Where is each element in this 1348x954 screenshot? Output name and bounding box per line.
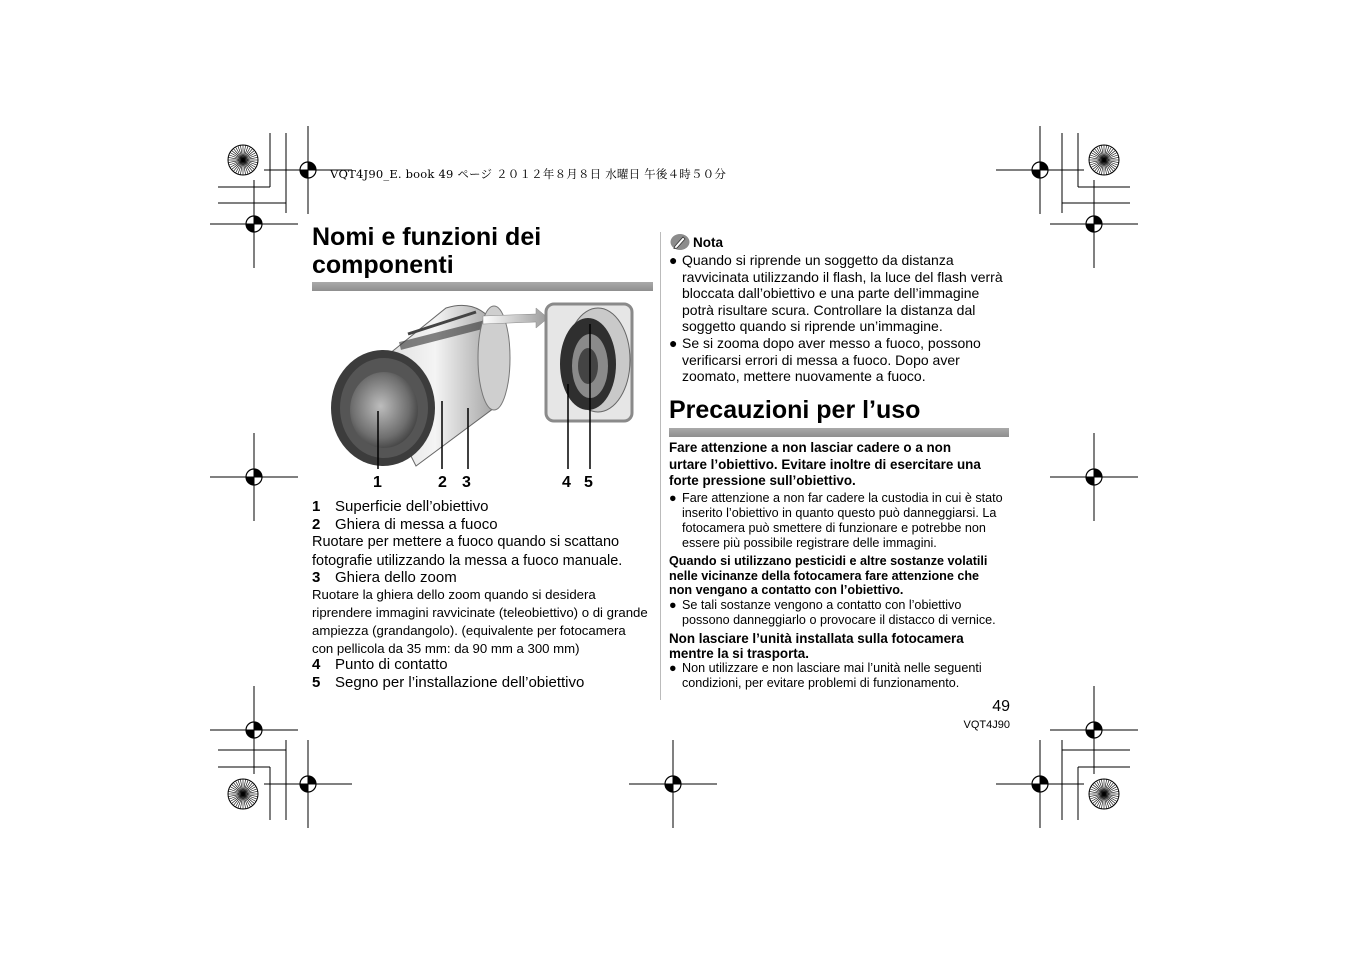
crosshair-icon [210, 433, 298, 521]
item-label: Punto di contatto [335, 656, 448, 673]
callout-4: 4 [562, 474, 571, 491]
bullet-dot: ● [669, 335, 678, 351]
bullet-text: Quando si riprende un soggetto da distanza ravvicinata utilizzando il flash, la luce del flash verrà bloccata dall’obiettivo e una parte dell’immagine potrà risultare scura. Controllare la distanza dal soggetto quando si riprende un’immagine. [682, 252, 1003, 334]
note-bullet-1 [669, 252, 1014, 335]
item-3-description [312, 586, 648, 658]
bullet-dot: ● [669, 598, 677, 612]
item-label: Ghiera dello zoom [335, 569, 457, 586]
crosshair-icon [1050, 433, 1138, 521]
section-title-precautions: Precauzioni per l’uso [669, 396, 921, 424]
precaution-bullet-1 [669, 491, 1014, 551]
desc-line: fotografie utilizzando la messa a fuoco manuale. [312, 552, 623, 569]
bullet-text: Fare attenzione a non far cadere la custodia in cui è stato inserito l’obiettivo in quanto questo può danneggiarsi. La fotocamera può smettere di funzionare e potrebbe non essere più possibile registrare delle immagini. [682, 491, 1003, 550]
precaution-heading-1: Fare attenzione a non lasciar cadere o a non urtare l’obiettivo. Evitare inoltre di esercitare una forte pressione sull’obiettivo. [669, 440, 981, 488]
crosshair-icon [996, 126, 1084, 214]
item-label: Ghiera di messa a fuoco [335, 516, 498, 533]
desc-line: Ruotare la ghiera dello zoom quando si desidera [312, 587, 596, 602]
page-number: 49 [992, 698, 1010, 715]
component-item-2 [312, 516, 498, 533]
desc-line: ampiezza (grandangolo). (equivalente per fotocamera [312, 623, 626, 638]
component-item-4 [312, 656, 448, 673]
starburst-icon [1089, 145, 1119, 175]
title-line-2: componenti [312, 251, 454, 279]
item-number: 3 [312, 569, 321, 586]
bullet-text: Se tali sostanze vengono a contatto con l’obiettivo possono danneggiarlo o provocare il distacco di vernice. [682, 598, 996, 627]
precaution-heading-3: Non lasciare l’unità installata sulla fotocamera mentre la si trasporta. [669, 631, 964, 661]
component-item-3 [312, 569, 457, 586]
callout-2: 2 [438, 474, 447, 491]
item-2-description [312, 533, 622, 570]
precaution-heading-2: Quando si utilizzano pesticidi e altre sostanze volatili nelle vicinanze della fotocamera fare attenzione che non vengano a contatto con l’obiettivo. [669, 554, 988, 597]
crosshair-icon [210, 686, 298, 774]
item-number: 4 [312, 656, 321, 673]
note-bullet-2 [669, 335, 1014, 385]
component-item-1 [312, 498, 488, 515]
component-item-5 [312, 674, 584, 691]
callout-3: 3 [462, 474, 471, 491]
section-title-components [312, 223, 541, 279]
lens-illustration [318, 296, 638, 471]
starburst-icon [1089, 779, 1119, 809]
bullet-text: Non utilizzare e non lasciare mai l’unità nelle seguenti condizioni, per evitare problemi di funzionamento. [682, 661, 982, 690]
bullet-dot: ● [669, 661, 677, 675]
note-label: Nota [693, 235, 723, 250]
precaution-bullet-3 [669, 661, 1014, 691]
item-label: Segno per l’installazione dell’obiettivo [335, 674, 585, 691]
title-rule [669, 428, 1009, 437]
bullet-dot: ● [669, 491, 677, 505]
starburst-icon [228, 779, 258, 809]
item-number: 5 [312, 674, 321, 691]
crosshair-icon [1050, 180, 1138, 268]
callout-1: 1 [373, 474, 382, 491]
precaution-bullet-2 [669, 598, 1014, 628]
bullet-dot: ● [669, 252, 678, 268]
callout-5: 5 [584, 474, 593, 491]
title-rule [312, 282, 653, 291]
crosshair-icon [1050, 686, 1138, 774]
crosshair-icon [210, 180, 298, 268]
item-number: 1 [312, 498, 321, 515]
item-label: Superficie dell’obiettivo [335, 498, 489, 515]
crosshair-icon [264, 740, 352, 828]
title-line-1: Nomi e funzioni dei [312, 223, 542, 251]
desc-line: riprendere immagini ravvicinate (teleobiettivo) o di grande [312, 605, 648, 620]
desc-line: con pellicola da 35 mm: da 90 mm a 300 mm) [312, 641, 580, 656]
pencil-note-icon [670, 233, 690, 251]
crosshair-icon [629, 740, 717, 828]
column-divider [660, 232, 661, 700]
crosshair-icon [996, 740, 1084, 828]
desc-line: Ruotare per mettere a fuoco quando si scattano [312, 534, 620, 550]
print-header: VQT4J90_E. book 49 ページ ２０１２年８月８日 水曜日 午後４時５０分 [330, 167, 727, 181]
doc-code: VQT4J90 [963, 719, 1010, 731]
item-number: 2 [312, 516, 321, 533]
starburst-icon [228, 145, 258, 175]
bullet-text: Se si zooma dopo aver messo a fuoco, possono verificarsi errori di messa a fuoco. Dopo aver zoomato, mettere nuovamente a fuoco. [682, 335, 981, 384]
